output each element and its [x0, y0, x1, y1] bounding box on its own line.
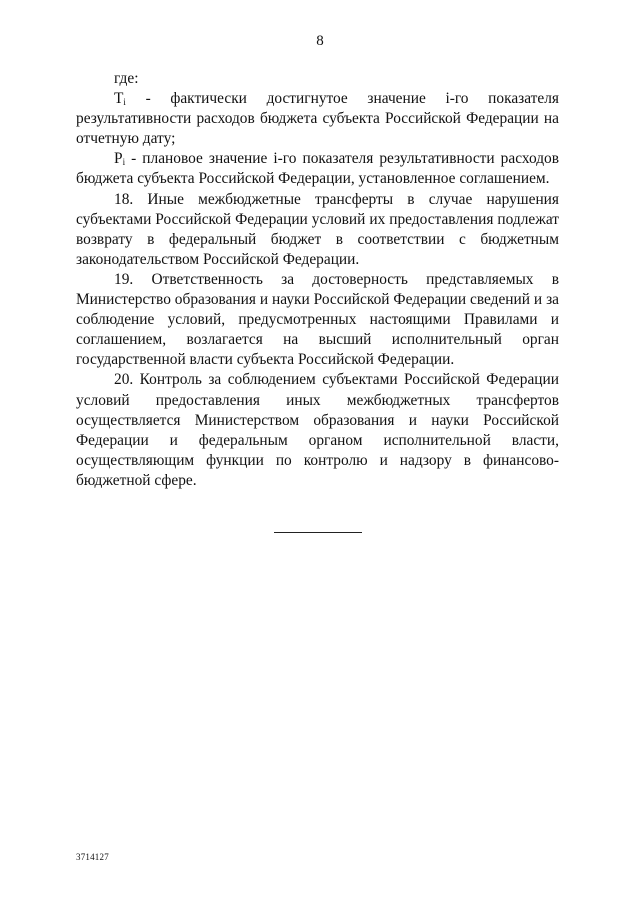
- paragraph-19: 19. Ответственность за достоверность представляемых в Министерство образования и науки Российской Федерации сведений и за соблюдение условий, предусмотренных настоящими Правилами и соглашением, возлагается на высший исполнительный орган государственной власти субъекта Российской Федерации.: [76, 270, 559, 369]
- document-id: 3714127: [76, 852, 109, 862]
- variable-pi-subscript: i: [122, 157, 126, 168]
- where-label: где:: [114, 70, 139, 87]
- variable-pi-symbol: P: [114, 150, 123, 168]
- definition-pi-text: - плановое значение i-го показателя результативности расходов бюджета субъекта Российской Федерации, установленное соглашением.: [76, 150, 559, 188]
- end-rule: [274, 532, 362, 533]
- variable-pi: [114, 150, 125, 167]
- page-number: 8: [316, 33, 324, 49]
- definition-ti: [76, 89, 559, 149]
- definition-pi: [76, 149, 559, 189]
- variable-ti-symbol: T: [114, 90, 124, 108]
- definition-ti-text: - фактически достигнутое значение i-го показателя результативности расходов бюджета субъекта Российской Федерации на отчетную дату;: [76, 90, 559, 148]
- variable-ti: [114, 90, 126, 107]
- paragraph-20: 20. Контроль за соблюдением субъектами Российской Федерации условий предоставления иных межбюджетных трансфертов осуществляется Министерством образования и науки Российской Федерации и федеральным органом исполнительной власти, осуществляющим функции по контролю и надзору в финансово-бюджетной сфере.: [76, 371, 559, 489]
- document-body: [76, 69, 559, 491]
- paragraph-18: 18. Иные межбюджетные трансферты в случае нарушения субъектами Российской Федерации условий их предоставления подлежат возврату в федеральный бюджет в соответствии с бюджетным законодательством Российской Федерации.: [76, 190, 559, 268]
- variable-ti-subscript: i: [123, 97, 126, 108]
